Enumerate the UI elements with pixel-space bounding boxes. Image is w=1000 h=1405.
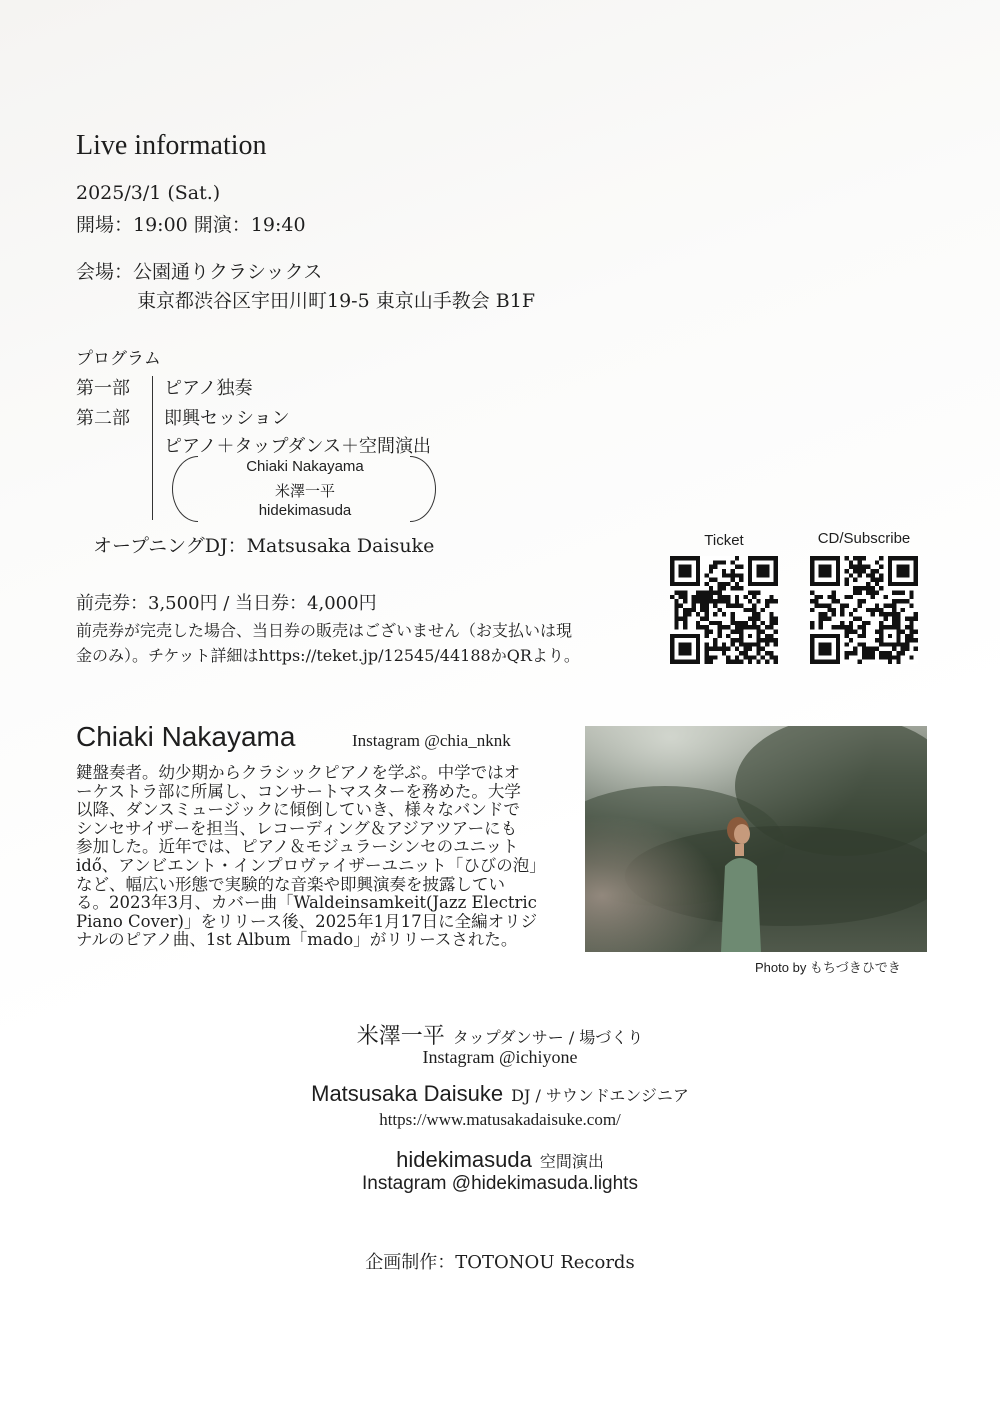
ticket-note-line: 金のみ）。チケット詳細はhttps://teket.jp/12545/44188かQRより。 [76,646,580,665]
artist-name-matsusaka: Matsusaka Daisuke [311,1081,504,1106]
bio-line: シンセサイザーを担当、レコーディング＆アジアツアーにも [76,818,518,838]
program-part1-label: 第一部 [76,378,130,399]
ticket-note-line: 前売券が完売した場合、当日券の販売はございません（お支払いは現 [76,621,573,640]
photo-credit: Photo by もちづきひでき [755,960,901,975]
program-heading: プログラム [76,349,161,369]
ticket-qr-code[interactable] [670,556,778,664]
left-parenthesis [172,456,198,522]
artist-name-yonezawa: 米澤一平 [356,1024,445,1049]
cd-subscribe-qr-code[interactable] [810,556,918,664]
program-divider [152,376,153,520]
bio-line: Piano Cover)」をリリース後、2025年1月17日に全編オリジ [76,911,538,931]
matsusaka-heading [0,1081,1000,1107]
opening-dj: オープニングDJ：Matsusaka Daisuke [93,535,435,557]
hideki-role: 空間演出 [539,1152,604,1171]
bio-line: 以降、ダンスミュージックに傾倒していき、様々なバンドで [76,800,520,820]
bio-line: 参加した。近年では、ピアノ＆モジュラーシンセのユニット [76,837,519,857]
chiaki-instagram: Instagram @chia_nknk [352,731,511,750]
yonezawa-heading [0,1019,1000,1050]
hideki-heading [0,1147,1000,1173]
event-times: 開場：19:00 開演：19:40 [76,214,306,236]
bio-line: idő、アンビエント・インプロヴァイザーユニット「ひびの泡」 [76,855,546,875]
program-part2-label: 第二部 [76,408,130,429]
artist-photo [585,726,927,952]
event-date: 2025/3/1 (Sat.) [76,182,221,204]
hideki-instagram: Instagram @hidekimasuda.lights [362,1173,638,1194]
chiaki-bio [76,764,568,950]
forest-portrait-image [585,726,927,952]
artist-name-hideki: hidekimasuda [396,1147,532,1172]
right-parenthesis [410,456,436,522]
live-info-title: Live information [76,130,267,161]
performer-name: 米澤一平 [274,483,335,500]
yonezawa-role: タップダンサー / 場づくり [452,1028,644,1047]
performer-name: hidekimasuda [258,502,352,519]
ticket-qr-label: Ticket [704,532,744,549]
program-part1-value: ピアノ独奏 [164,378,253,399]
production-credit: 企画制作：TOTONOU Records [365,1252,635,1273]
artist-name-chiaki: Chiaki Nakayama [76,721,296,752]
event-address: 東京都渋谷区宇田川町19-5 東京山手教会 B1F [137,290,535,312]
bio-line: る。2023年3月、カバー曲「Waldeinsamkeit(Jazz Electric [76,893,537,913]
yonezawa-instagram: Instagram @ichiyone [422,1047,578,1067]
program-part2-subtitle: ピアノ＋タップダンス＋空間演出 [164,436,431,457]
bio-line: ーケストラ部に所属し、コンサートマスターを務めた。大学 [76,781,521,801]
bio-line: 鍵盤奏者。幼少期からクラシックピアノを学ぶ。中学ではオ [76,763,521,782]
program-part2-value: 即興セッション [164,408,290,429]
cd-subscribe-qr-label: CD/Subscribe [817,530,911,547]
matsusaka-role: DJ / サウンドエンジニア [511,1086,689,1105]
bio-line: ナルのピアノ曲、1st Album「mado」がリリースされた。 [76,930,518,950]
event-venue: 会場：公園通りクラシックス [76,261,323,283]
bio-line: など、幅広い形態で実験的な音楽や即興演奏を披露してい [76,874,505,894]
ticket-price: 前売券：3,500円 / 当日券：4,000円 [76,593,377,614]
performer-name: Chiaki Nakayama [246,458,364,475]
matsusaka-url[interactable]: https://www.matusakadaisuke.com/ [379,1110,621,1129]
